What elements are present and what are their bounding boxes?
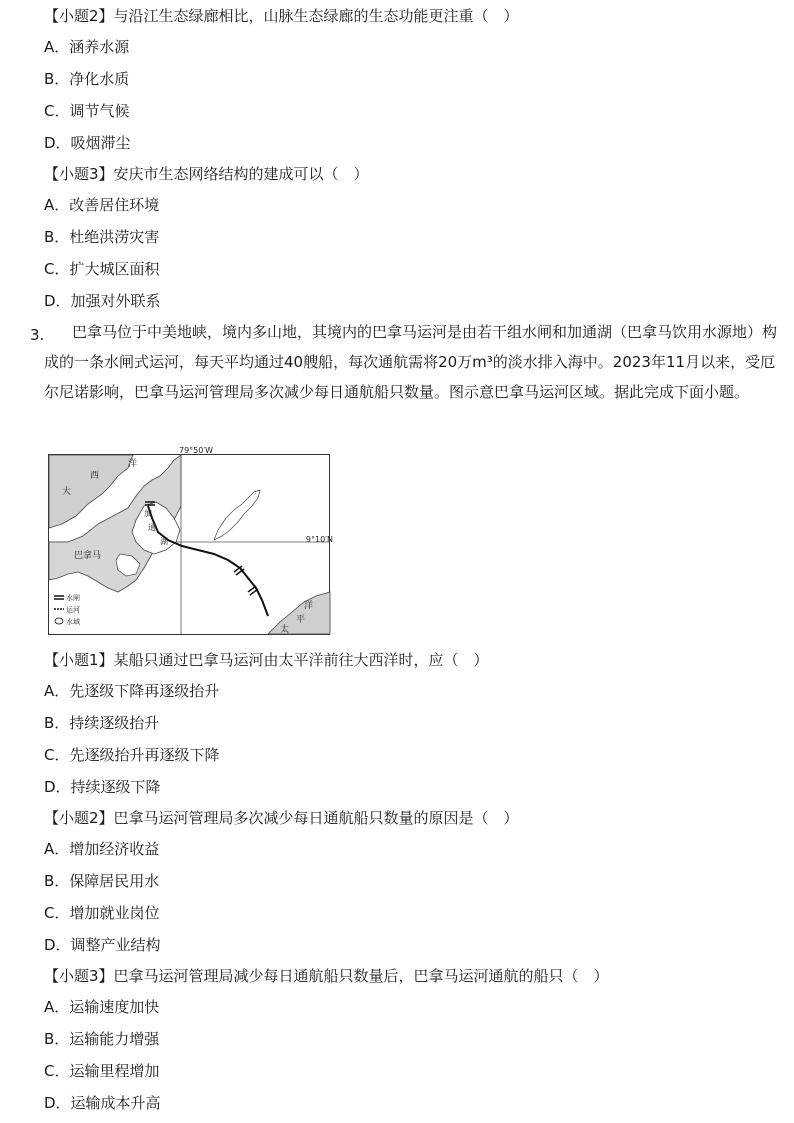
legend-canal: 运河 — [66, 606, 80, 614]
problem-text: 巴拿马位于中美地峡，境内多山地，其境内的巴拿马运河是由若干组水闸和加通湖（巴拿马饮用水源地）构成的一条水闸式运河，每天平均通过40艘船，每次通航需将20万m³的淡水排入海中。2023年11月以来，受厄尔尼诺影响，巴拿马运河管理局多次减少每日通航船只数量。图示意巴拿马运河区域。据此完成下面小题。 — [44, 323, 778, 401]
option-b: B．保障居民用水 — [44, 872, 160, 890]
option-d: D．加强对外联系 — [44, 292, 161, 310]
legend-lock: 水闸 — [66, 594, 80, 602]
option-b: B．持续逐级抬升 — [44, 714, 160, 732]
option-a: A．先逐级下降再逐级抬升 — [44, 682, 220, 700]
legend-water: 水域 — [66, 618, 80, 626]
option-c: C．先逐级抬升再逐级下降 — [44, 746, 220, 764]
problem-number: 3. — [30, 326, 45, 344]
option-a: A．改善居住环境 — [44, 196, 160, 214]
map-label-pacific-2: 平 — [296, 615, 306, 625]
map-label-lake-3: 湖 — [160, 537, 168, 546]
option-b: B．运输能力增强 — [44, 1030, 160, 1048]
option-a: A．涵养水源 — [44, 38, 130, 56]
map-label-country: 巴拿马 — [74, 551, 102, 561]
option-a: A．增加经济收益 — [44, 840, 160, 858]
map-label-pacific-1: 太 — [280, 625, 290, 635]
option-d: D．吸烟滞尘 — [44, 134, 131, 152]
longitude-label: 79°50′W — [179, 446, 214, 455]
option-d: D．调整产业结构 — [44, 936, 161, 954]
option-b: B．杜绝洪涝灾害 — [44, 228, 160, 246]
option-c: C．扩大城区面积 — [44, 260, 160, 278]
option-b: B．净化水质 — [44, 70, 130, 88]
option-a: A．运输速度加快 — [44, 998, 160, 1016]
map-label-pacific-3: 洋 — [304, 601, 314, 611]
question-stem: 【小题1】某船只通过巴拿马运河由太平洋前往大西洋时，应（ ） — [44, 651, 489, 669]
question-stem: 【小题3】安庆市生态网络结构的建成可以（ ） — [44, 165, 369, 183]
map-label-atlantic-2: 西 — [90, 471, 100, 481]
map-label-atlantic-3: 洋 — [128, 459, 138, 469]
option-c: C．运输里程增加 — [44, 1062, 160, 1080]
panama-canal-map — [48, 446, 333, 636]
option-d: D．持续逐级下降 — [44, 778, 161, 796]
latitude-label: 9°10′N — [305, 535, 333, 544]
option-d: D．运输成本升高 — [44, 1094, 161, 1112]
option-c: C．增加就业岗位 — [44, 904, 160, 922]
map-label-atlantic-1: 大 — [62, 487, 72, 497]
question-stem: 【小题2】与沿江生态绿廊相比，山脉生态绿廊的生态功能更注重（ ） — [44, 7, 519, 25]
map-label-lake-1: 加 — [144, 509, 152, 518]
option-c: C．调节气候 — [44, 102, 130, 120]
question-stem: 【小题3】巴拿马运河管理局减少每日通航船只数量后，巴拿马运河通航的船只（ ） — [44, 967, 609, 985]
question-stem: 【小题2】巴拿马运河管理局多次减少每日通航船只数量的原因是（ ） — [44, 809, 519, 827]
map-label-lake-2: 通 — [148, 523, 156, 532]
